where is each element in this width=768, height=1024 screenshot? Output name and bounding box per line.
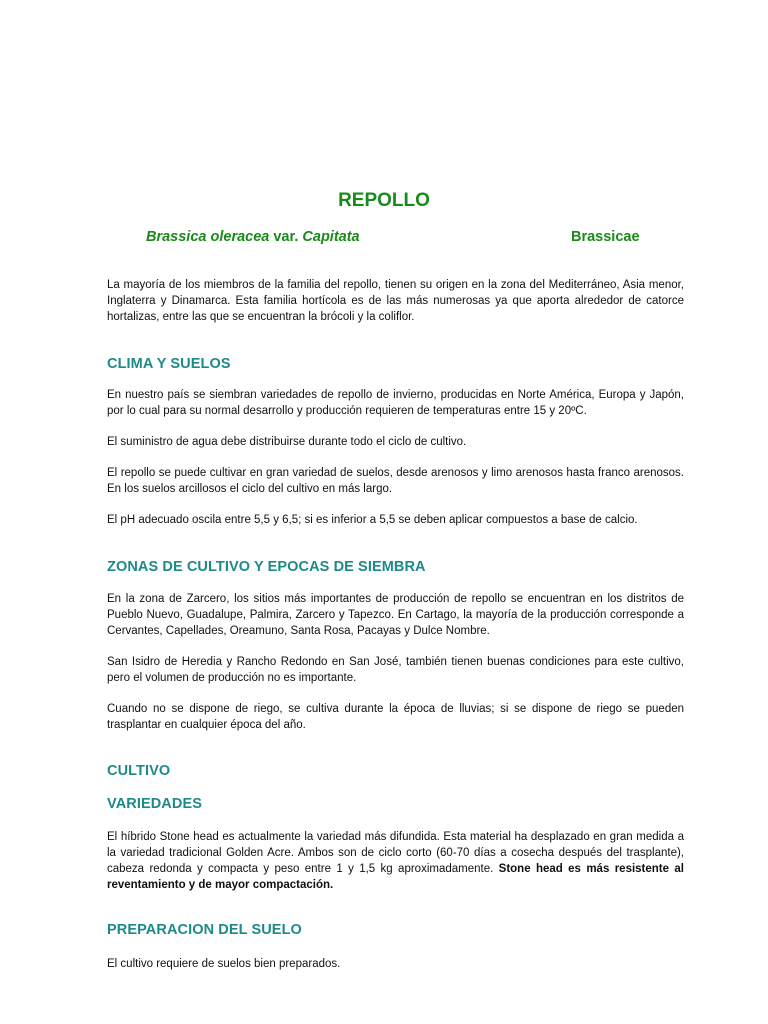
heading-cultivo: CULTIVO [107,763,171,779]
document-title: REPOLLO [338,190,430,211]
clima-paragraph-2: El suministro de agua debe distribuirse durante todo el ciclo de cultivo. [107,436,467,448]
preparacion-paragraph: El cultivo requiere de suelos bien preparados. [107,958,341,970]
scientific-var-label: var. [269,229,303,245]
heading-preparacion-suelo: PREPARACION DEL SUELO [107,922,302,938]
family-name: Brassicae [571,229,640,245]
zonas-paragraph-3: Cuando no se dispone de riego, se cultiva durante la época de lluvias; si se dispone de riego se pueden trasplantar en cualquier época del año. [107,703,684,731]
variedades-paragraph [107,829,684,893]
clima-paragraph-3: El repollo se puede cultivar en gran variedad de suelos, desde arenosos y limo arenosos hasta franco arenosos. En los suelos arcillosos el ciclo del cultivo en más largo. [107,467,684,495]
intro-paragraph: La mayoría de los miembros de la familia del repollo, tienen su origen en la zona del Mediterráneo, Asia menor, Inglaterra y Dinamarca. Esta familia hortícola es de las más numerosas ya que aporta alrededor de catorce hortalizas, entre las que se encuentran la brócoli y la coliflor. [107,279,684,323]
clima-paragraph-1: En nuestro país se siembran variedades de repollo de invierno, producidas en Norte América, Europa y Japón, por lo cual para su normal desarrollo y producción requieren de temperaturas entre 15 y 20ºC. [107,389,684,417]
scientific-variety: Capitata [302,229,360,245]
heading-variedades: VARIEDADES [107,796,202,812]
scientific-genus: Brassica oleracea [146,229,270,245]
heading-zonas-cultivo: ZONAS DE CULTIVO Y EPOCAS DE SIEMBRA [107,559,426,575]
heading-clima-suelos: CLIMA Y SUELOS [107,356,231,372]
zonas-paragraph-2: San Isidro de Heredia y Rancho Redondo en San José, también tienen buenas condiciones para este cultivo, pero el volumen de producción no es importante. [107,656,684,684]
variedades-bold-text: Stone head es más resistente al reventamiento y de mayor compactación. [107,863,684,891]
variedades-text: El híbrido Stone head es actualmente la variedad más difundida. Esta material ha desplazado en gran medida a la variedad tradicional Golden Acre. Ambos son de ciclo corto (60-70 días a cosecha después del trasplante), cabeza redonda y compacta y peso entre 1 y 1,5 kg aproximadamente. [107,831,684,875]
zonas-paragraph-1: En la zona de Zarcero, los sitios más importantes de producción de repollo se encuentran en los distritos de Pueblo Nuevo, Guadalupe, Palmira, Zarcero y Tapezco. En Cartago, la mayoría de la producción corresponde a Cervantes, Capellades, Oreamuno, Santa Rosa, Pacayas y Dulce Nombre. [107,593,684,637]
clima-paragraph-4: El pH adecuado oscila entre 5,5 y 6,5; si es inferior a 5,5 se deben aplicar compuestos a base de calcio. [107,514,638,526]
